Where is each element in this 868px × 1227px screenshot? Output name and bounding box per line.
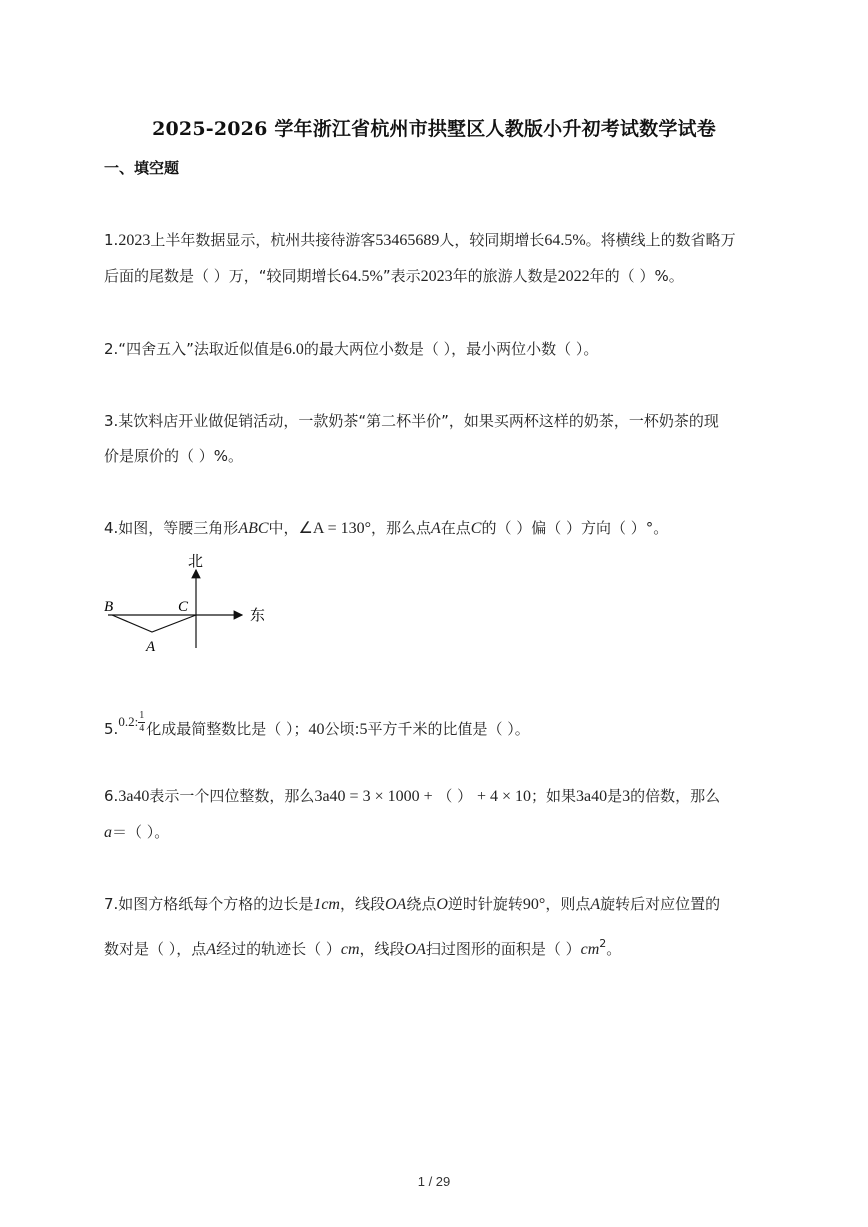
question-3-line-2: 价是原价的（ ）%。 — [104, 447, 244, 465]
north-label: 北 — [188, 554, 204, 570]
question-3-line-1: 3.某饮料店开业做促销活动，一款奶茶“第二杯半价”，如果买两杯这样的奶茶，一杯奶茶的现 — [104, 412, 719, 430]
point-b-label: B — [104, 599, 114, 615]
question-6-line-1: 6.3a40表示一个四位整数，那么3a40 = 3 × 1000 + （ ） + 4 × 10；如果3a40是3的倍数，那么 — [104, 787, 721, 805]
triangle-sides — [112, 615, 196, 632]
triangle-direction-figure — [100, 548, 280, 658]
question-5: 5.0.2: $\frac{1}{4}$ 化成最简整数比是（ ）；40公顷:5平方千米的比值是（ ）。 — [104, 710, 530, 738]
question-1-line-2: 后面的尾数是（ ）万，“较同期增长64.5%”表示2023年的旅游人数是2022年的（ ）%。 — [104, 267, 684, 285]
page-title: 2025-2026 学年浙江省杭州市拱墅区人教版小升初考试数学试卷 — [152, 118, 716, 140]
question-7-line-2: 数对是（ ），点A经过的轨迹长（ ）cm，线段OA扫过图形的面积是（ ）$cm^2$。 — [104, 937, 622, 958]
fraction-one-quarter: $\frac{1}{4}$ — [139, 710, 145, 734]
question-4: 4.如图，等腰三角形ABC中，∠A = 130°，那么点A在点C的（ ）偏（ ）方向（ ）°。 — [104, 519, 669, 537]
point-a-label: A — [146, 639, 156, 655]
question-7-line-1: 7.如图方格纸每个方格的边长是1cm，线段OA绕点O逆时针旋转90°，则点A旋转后对应位置的 — [104, 895, 721, 913]
question-6-line-2: a＝（ ）。 — [104, 823, 170, 841]
question-1-line-1: 1.2023上半年数据显示，杭州共接待游客53465689人，较同期增长64.5%。将横线上的数省略万 — [104, 231, 736, 249]
point-c-label: C — [178, 599, 189, 615]
section-heading: 一、填空题 — [104, 159, 180, 177]
page-number: 1 / 29 — [417, 1174, 451, 1189]
east-label: 东 — [250, 608, 266, 624]
question-2: 2.“四舍五入”法取近似值是6.0的最大两位小数是（ ），最小两位小数（ ）。 — [104, 340, 599, 358]
